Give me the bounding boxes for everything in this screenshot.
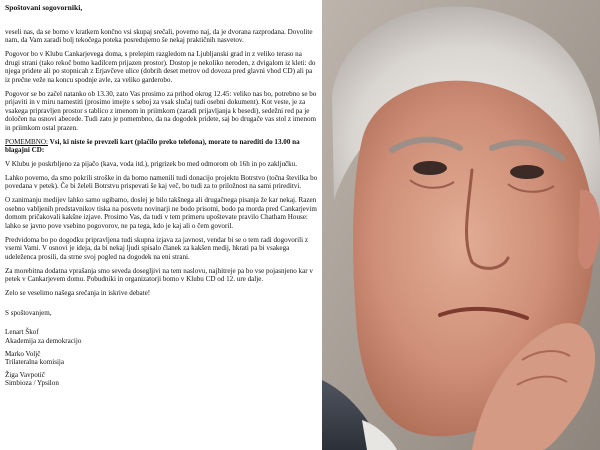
signatory-org: Simbioza / Ypsilon bbox=[5, 379, 59, 388]
letter-paragraph: veseli nas, da se bomo v kratkem končno vsi skupaj srečali, povemo naj, da je dvorana razprodana. Dovolite nam, da Vam zaradi bolj tekočega poteka posredujemo še nekaj praktičnih nasvetov. bbox=[5, 27, 313, 45]
important-body: Vsi, ki niste še prevzeli kart (plačilo preko telefona), morate to narediti do 13.00 na blagajni CD: bbox=[5, 137, 300, 155]
portrait-illustration bbox=[322, 0, 600, 450]
letter-paragraph: Za morebitna dodatna vprašanja smo seveda dosegljivi na tem naslovu, najhitreje pa bo vse pojasnjeno kar v petek v Cankarjevem domu. Pobudniki in organizatorji bomo v Klubu CD od 12. ure dalje. bbox=[5, 266, 313, 284]
signatory-name: Lenart Škof bbox=[5, 328, 39, 337]
signatory-name: Žiga Vavpotič bbox=[5, 370, 45, 379]
letter-paragraph: Predvidoma bo po dogodku pripravljena tudi skupna izjava za javnost, vendar bi se o tem radi dogovorili z vsemi Vami. V osnovi je ideja, da bi nekaj ljudi spisalo članek za kakšen medij, hkrati pa bi vsakega udeleženca prosili, da strne svoj pogled na dogodek na eni strani. bbox=[5, 235, 308, 261]
letter-paragraph: O zanimanju medijev lahko samo ugibamo, doslej je bilo takšnega ali drugačnega pisanja že kar nekaj. Razen osebno vabljenih predstavnikov tiska na posvetu novinarji ne bodo prisotni, bodo pa morda pred Cankarjevim domom pričakovali kakšne izjave. Prosimo Vas, da tudi v tem primeru upoštevate pravilo Chatham House: lahko se javno pove vsebino pogovorov, ne pa tega, kdo je kaj ali o čem govoril. bbox=[5, 196, 317, 230]
letter-paragraph: Lahko povemo, da smo pokrili stroške in da bomo namenili tudi donacijo projektu Botrstvo (točna številka bo povedana v petek). Če bi želeli Botrstvu prispevati še kaj več, bo tudi za to priložnost na sami prireditvi. bbox=[5, 173, 318, 191]
signature-block bbox=[5, 328, 318, 388]
left-eye bbox=[413, 161, 447, 175]
portrait-photo bbox=[322, 0, 600, 450]
letter-paragraph: Pogovor se bo začel natanko ob 13.30, zato Vas prosimo za prihod okrog 12.45: veliko nas bo, potrebno se bo prijaviti in v miru namestiti (prosimo imejte s seboj za vsak slučaj tudi osebni dokument). Kot veste, je za vsakega pripravljen prostor s tablico z imenom in priimkom (zaradi prijavljanja k besedi), sedežni red pa je določen na osnovi abecede. Tudi zato je pomembno, da na dogodek pridete, saj bo drugače vas stol z imenom in priimkom ostal prazen. bbox=[5, 89, 317, 132]
important-notice bbox=[5, 138, 318, 155]
signatory-org: Akademija za demokracijo bbox=[5, 336, 82, 345]
letter-paragraph: V Klubu je poskrbljeno za pijačo (kava, voda itd.), prigrizek bo med odmorom ob 16h in po zaključku. bbox=[5, 160, 298, 169]
signatory-org: Trilateralna komisija bbox=[5, 358, 65, 367]
letter-closing: S spoštovanjem, bbox=[5, 308, 52, 317]
signatory bbox=[5, 371, 318, 388]
right-eye bbox=[510, 165, 544, 179]
signatory-name: Marko Voljč bbox=[5, 349, 41, 358]
signatory bbox=[5, 328, 318, 345]
important-label: POMEMBNO: bbox=[5, 137, 48, 146]
letter-paragraph: Zelo se veselimo našega srečanja in iskrive debate! bbox=[5, 289, 151, 298]
signatory bbox=[5, 350, 318, 367]
letter-salutation: Spoštovani sogovorniki, bbox=[5, 3, 83, 12]
letter-paragraph: Pogovor bo v Klubu Cankarjevega doma, s prelepim razgledom na Ljubljanski grad in z veliko teraso na drugi strani (tako rekoč bomo kadilcem prijazen prostor). Dostop je nekoliko neroden, z dvigalom iz kleti: do njega pridete ali po stopnicah z Erjavčeve ulice (dobrih deset metrov od dovoza pred glavni vhod CD) ali pa iz prečne veže na koncu spodnje avle, za veliko garderobo. bbox=[5, 49, 316, 84]
